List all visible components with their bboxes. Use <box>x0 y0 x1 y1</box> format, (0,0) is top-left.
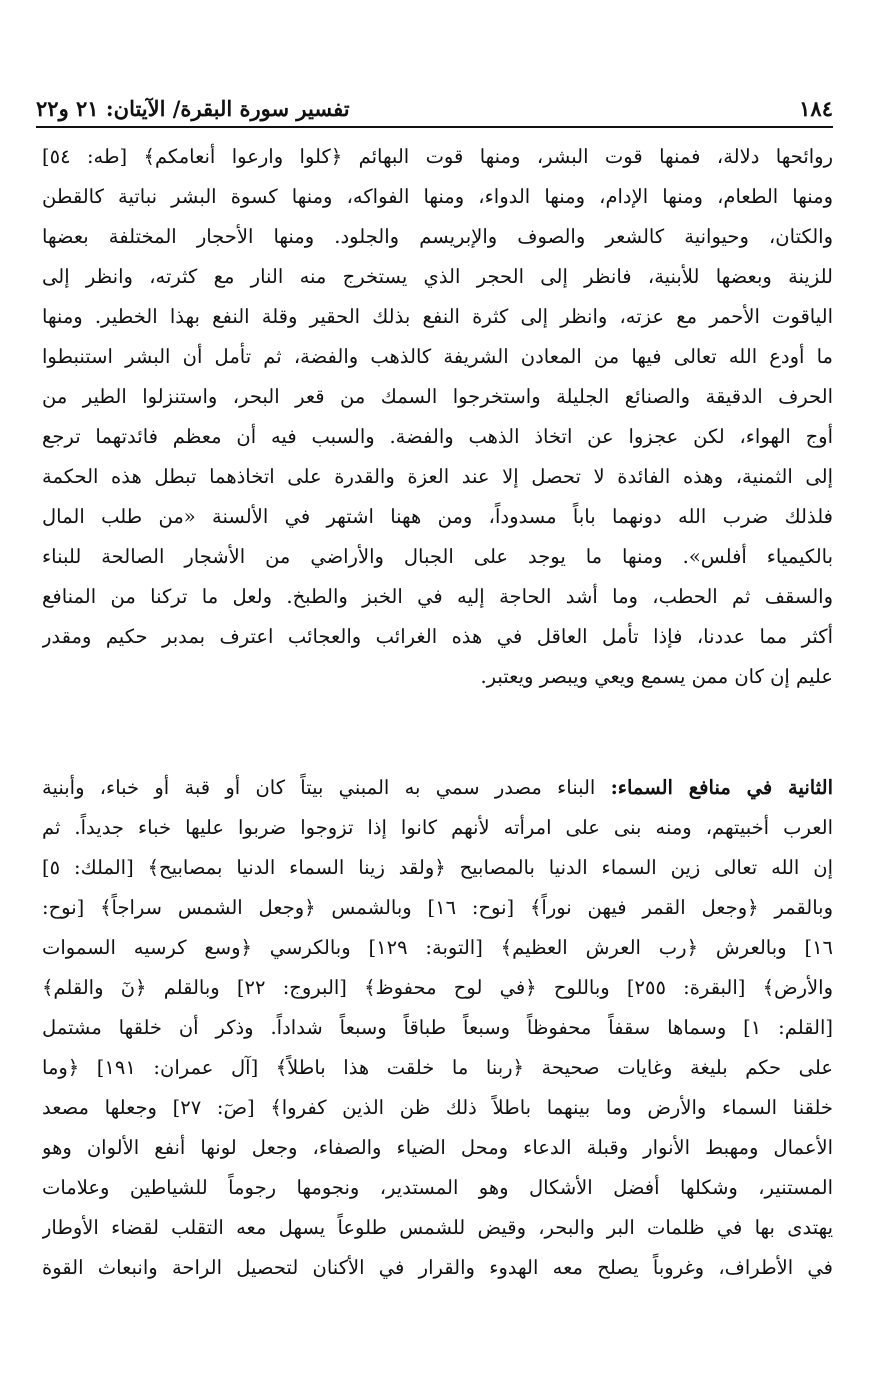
text-line: المستنير، وشكلها أفضل الأشكال وهو المستدير، ونجومها رجوماً للشياطين وعلامات <box>42 1176 833 1199</box>
text-line: بالكيمياء أفلس». ومنها ما يوجد على الجبال والأراضي من الأشجار الصالحة للبناء <box>42 545 833 568</box>
text-line: [القلم: ١] وسماها سقفاً محفوظاً وسبعاً طباقاً وسبعاً شداداً. وذكر أن خلقها مشتمل <box>42 1016 833 1039</box>
text-line: روائحها دلالة، فمنها قوت البشر، ومنها قوت البهائم ﴿كلوا وارعوا أنعامكم﴾ [طه: ٥٤] <box>42 145 833 168</box>
header-divider <box>36 126 833 128</box>
text-line: العرب أخبيتهم، ومنه بنى على امرأته لأنهم كانوا إذا تزوجوا ضربوا عليها خباء جديداً. ثم <box>42 816 833 839</box>
text-line: والأرض﴾ [البقرة: ٢٥٥] وباللوح ﴿في لوح محفوظ﴾ [البروج: ٢٢] وبالقلم ﴿نٓ والقلم﴾ <box>42 976 833 999</box>
text-line: ١٦] وبالعرش ﴿رب العرش العظيم﴾ [التوبة: ١٢٩] وبالكرسي ﴿وسع كرسيه السموات <box>42 936 833 959</box>
text-line: والسقف ثم الحطب، وما أشد الحاجة إليه في الخبز والطبخ. ولعل ما تركنا من المنافع <box>42 585 833 608</box>
text-line: فلذلك ضرب الله دونهما باباً مسدوداً، ومن ههنا اشتهر في الألسنة «من طلب المال <box>42 505 833 528</box>
text-line: الياقوت الأحمر مع عزته، وانظر إلى كثرة النفع بذلك الحقير وقلة النفع بهذا الخطير. ومنها <box>42 305 833 328</box>
text-line: والكتان، وحيوانية كالشعر والصوف والإبريسم والجلود. ومنها الأحجار المختلفة بعضها <box>42 225 833 248</box>
running-title: تفسير سورة البقرة/ الآيتان: ٢١ و٢٢ <box>36 96 350 121</box>
text-section-sky-benefits <box>42 768 833 1288</box>
text-line: إلى الثمنية، وهذه الفائدة لا تحصل إلا عند العزة والقدرة على اتخاذهما تبطل هذه الحكمة <box>42 465 833 488</box>
text-line: إن الله تعالى زين السماء الدنيا بالمصابيح ﴿ولقد زينا السماء الدنيا بمصابيح﴾ [الملك: ٥] <box>42 856 833 879</box>
page-number: ١٨٤ <box>799 96 833 121</box>
text-line: على حكم بليغة وغايات صحيحة ﴿ربنا ما خلقت هذا باطلاً﴾ [آل عمران: ١٩١] ﴿وما <box>42 1056 833 1079</box>
text-line: وبالقمر ﴿وجعل القمر فيهن نوراً﴾ [نوح: ١٦] وبالشمس ﴿وجعل الشمس سراجاً﴾ [نوح: <box>42 896 833 919</box>
text-line: الحرف الدقيقة والصنائع الجليلة واستخرجوا السمك من قعر البحر، واستنزلوا الطير من <box>42 385 833 408</box>
text-line: أوج الهواء، لكن عجزوا عن اتخاذ الذهب والفضة. والسبب فيه أن معظم فائدتهما ترجع <box>42 425 833 448</box>
text-line: ما أودع الله تعالى فيها من المعادن الشريفة كالذهب والفضة، ثم تأمل أن البشر استنبطوا <box>42 345 833 368</box>
text-line: أكثر مما عددنا، فإذا تأمل العاقل في هذه الغرائب والعجائب اعترف بمدبر حكيم ومقدر <box>42 625 833 648</box>
section-heading: الثانية في منافع السماء: <box>610 776 833 799</box>
text-line: يهتدى بها في ظلمات البر والبحر، وقيض للشمس طلوعاً يسهل معه التقلب لقضاء الأوطار <box>42 1216 833 1239</box>
page-header <box>36 84 833 124</box>
text-line: للزينة وبعضها للأبنية، فانظر إلى الحجر الذي يستخرج منه النار مع كثرته، وانظر إلى <box>42 265 833 288</box>
text-line: الأعمال ومهبط الأنوار وقبلة الدعاء ومحل الضياء والصفاء، وجعل لونها أنفع الألوان وهو <box>42 1136 833 1159</box>
text-line: في الأطراف، وغروباً يصلح معه الهدوء والقرار في الأكنان لتحصيل الراحة وانبعاث القوة <box>42 1256 833 1279</box>
text-line: خلقنا السماء والأرض وما بينهما باطلاً ذلك ظن الذين كفروا﴾ [صٓ: ٢٧] وجعلها مصعد <box>42 1096 833 1119</box>
text-line: ومنها الطعام، ومنها الإدام، ومنها الدواء، ومنها الفواكه، ومنها كسوة البشر نباتية كالقطن <box>42 185 833 208</box>
text-section-earth-benefits <box>42 137 833 697</box>
section-opening-line <box>42 768 833 808</box>
text-run: البناء مصدر سمي به المبني بيتاً كان أو قبة أو خباء، وأبنية <box>42 776 611 799</box>
text-line: عليم إن كان ممن يسمع ويعي ويبصر ويعتبر. <box>480 665 833 688</box>
